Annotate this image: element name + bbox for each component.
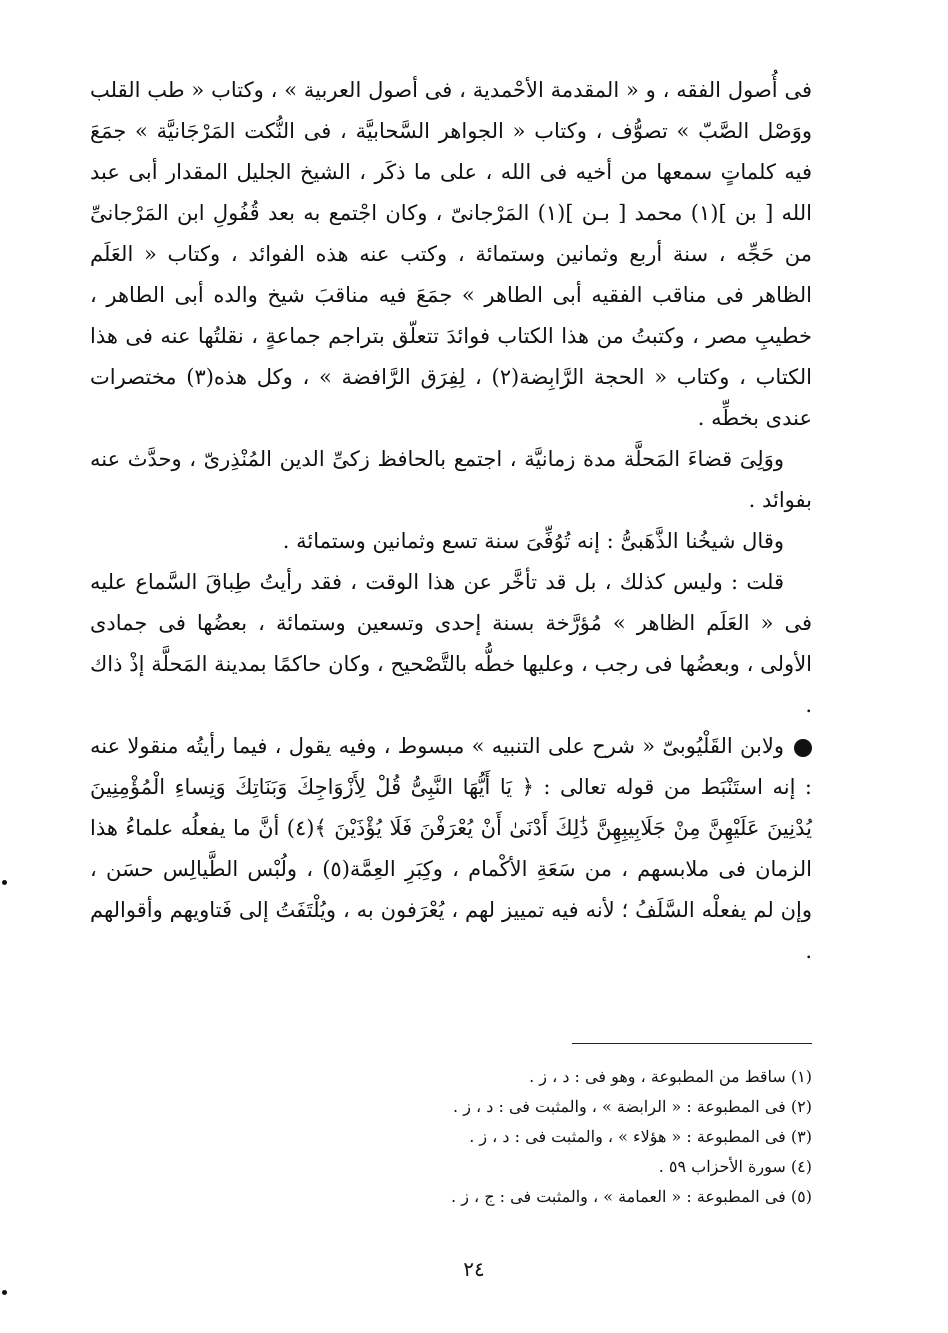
footnote-item: (١) ساقط من المطبوعة ، وهو فى : د ، ز . [529, 1067, 812, 1086]
paragraph-judgeship: ووَلِىَ قضاءَ المَحلَّة مدة زمانيَّة ، اجتمع بالحافظ زكىِّ الدين المُنْذِرىّ ، وحدَّث عنه بفوائد . [90, 447, 812, 512]
paragraph-books: فى أُصول الفقه ، و « المقدمة الأحْمدية ، فى أصول العربية » ، وكتاب « طب القلب ووَصْل الصَّبّ » تصوُّف ، وكتاب « الجواهر السَّحابيَّة ، فى النُّكت المَرْجَانيَّة » جمَعَ فيه كلماتٍ سمعها من أخيه فى الله ، على ما ذكَر ، الشيخ الجليل المقدار أبى عبد الله [ بن ](١) محمد [ بـن ](١) المَرْجانىّ ، وكان اجْتمع به بعد قُفُولِ ابن المَرْجانىِّ من حَجِّه ، سنة أربع وثمانين وستمائة ، وكتب عنه هذه الفوائد ، وكتاب « العَلَم الظاهر فى مناقب الفقيه أبى الطاهر » جمَعَ فيه مناقبَ شيخ والده أبى الطاهر ، خطيبِ مصر ، وكتبتُ من هذا الكتاب فوائدَ تتعلّق بتراجم جماعةٍ ، نقلتُها عنه فى هذا الكتاب ، وكتاب « الحجة الرَّابِضة(٢) ، لِفِرَق الرَّافضة » ، وكل هذه(٣) مختصرات عندى بخطِّه . [90, 78, 812, 430]
page-number: ٢٤ [463, 1257, 485, 1281]
footnote-divider [572, 1043, 812, 1044]
footnotes [90, 1062, 812, 1212]
page-body [90, 70, 812, 972]
scan-speck [2, 880, 7, 885]
bullet-icon [794, 739, 812, 757]
footnote-item: (٤) سورة الأحزاب ٥٩ . [658, 1157, 812, 1176]
paragraph-qalyubi [90, 726, 812, 972]
footnote-item: (٢) فى المطبوعة : « الرابضة » ، والمثبت فى : د ، ز . [453, 1097, 812, 1116]
footnote-item: (٣) فى المطبوعة : « هؤلاء » ، والمثبت فى : د ، ز . [469, 1127, 812, 1146]
footnote-item: (٥) فى المطبوعة : « العمامة » ، والمثبت فى : ج ، ز . [451, 1187, 812, 1206]
paragraph-dhahabi: وقال شيخُنا الذَّهَبىُّ : إنه تُوُفِّىَ سنة تسع وثمانين وستمائة . [282, 529, 784, 553]
paragraph-correction: قلت : وليس كذلك ، بل قد تأخَّر عن هذا الوقت ، فقد رأيتُ طِباقَ السَّماع عليه فى « العَلَم الظاهر » مُؤرَّخة بسنة إحدى وتسعين وستمائة ، بعضُها فى جمادى الأولى ، وبعضُها فى رجب ، وعليها خطُّه بالتَّصْحيح ، وكان حاكمًا بمدينة المَحلَّة إذْ ذاك . [90, 570, 812, 717]
scan-speck [2, 1290, 7, 1295]
paragraph-qalyubi-text: ولابن القَلْيُوبىّ « شرح على التنبيه » مبسوط ، وفيه يقول ، فيما رأيتُه منقولا عنه : إنه استَنْبَط من قوله تعالى : ﴿ يَا أَيُّهَا النَّبِىُّ قُلْ لِأَزْوَاجِكَ وَبَنَاتِكَ وَنِساءِ الْمُؤْمِنِينَ يُدْنِينَ عَلَيْهِنَّ مِنْ جَلَابِيبِهِنَّ ذَٰلِكَ أَدْنَىٰ أَنْ يُعْرَفْنَ فَلَا يُؤْذَيْنَ ﴾(٤) أنَّ ما يفعلُه علماءُ هذا الزمان فى ملابسهم ، من سَعَةِ الأكْمام ، وكِبَرِ العِمَّة(٥) ، ولُبْس الطَّيالِس حسَن ، وإن لم يفعلْه السَّلَفُ ؛ لأنه فيه تمييز لهم ، يُعْرَفون به ، ويُلْتَفَتُ إلى فَتاويهم وأقوالهم . [90, 734, 812, 963]
